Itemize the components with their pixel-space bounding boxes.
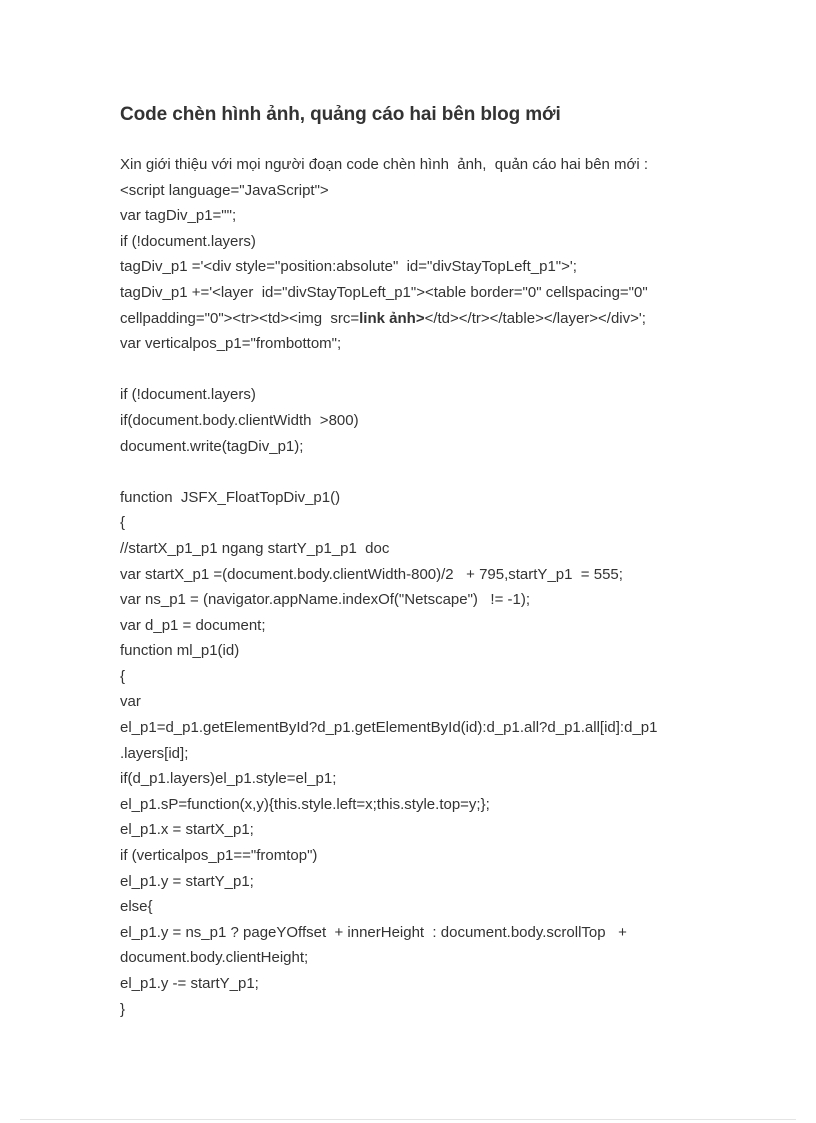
blank-line bbox=[120, 459, 700, 485]
code-line: } bbox=[120, 1000, 126, 1018]
code-line: el_p1.sP=function(x,y){this.style.left=x;this.style.top=y;}; bbox=[120, 795, 490, 813]
code-line: else{ bbox=[120, 898, 153, 916]
code-line: var tagDiv_p1=""; bbox=[120, 207, 237, 225]
code-line: var bbox=[120, 693, 141, 711]
blank-line bbox=[120, 357, 700, 383]
article-body bbox=[120, 152, 700, 1022]
image-link-placeholder: link ảnh> bbox=[359, 309, 425, 327]
code-line: tagDiv_p1 ='<div style="position:absolute" id="divStayTopLeft_p1">'; bbox=[120, 258, 577, 276]
code-line: function ml_p1(id) bbox=[120, 642, 240, 660]
code-line: <script language="JavaScript"> bbox=[120, 181, 329, 199]
code-fragment: cellpadding="0"><tr><td><img src= bbox=[120, 309, 360, 327]
code-line: el_p1.y -= startY_p1; bbox=[120, 975, 259, 992]
code-line: el_p1=d_p1.getElementById?d_p1.getElementById(id):d_p1.all?d_p1.all[id]:d_p1 bbox=[120, 719, 658, 737]
code-line: if (!document.layers) bbox=[120, 232, 256, 250]
code-line: el_p1.x = startX_p1; bbox=[120, 821, 254, 839]
code-line: document.write(tagDiv_p1); bbox=[120, 437, 304, 455]
code-fragment: </td></tr></table></layer></div>'; bbox=[424, 309, 646, 327]
code-line bbox=[120, 306, 700, 332]
page-bottom-divider bbox=[20, 1119, 796, 1120]
code-line: el_p1.y = startY_p1; bbox=[120, 872, 254, 890]
code-line: var ns_p1 = (navigator.appName.indexOf("Netscape") != -1); bbox=[120, 591, 531, 609]
code-line: var verticalpos_p1="frombottom"; bbox=[120, 335, 342, 353]
code-line: tagDiv_p1 +='<layer id="divStayTopLeft_p1"><table border="0" cellspacing="0" bbox=[120, 283, 648, 301]
code-line: { bbox=[120, 514, 126, 532]
code-line: el_p1.y = ns_p1 ? pageYOffset + innerHeight : document.body.scrollTop + bbox=[120, 923, 627, 941]
code-line: if (!document.layers) bbox=[120, 386, 256, 404]
intro-line: Xin giới thiệu với mọi người đoạn code chèn hình ảnh, quản cáo hai bên mới : bbox=[120, 156, 649, 173]
page-title: Code chèn hình ảnh, quảng cáo hai bên blog mới bbox=[120, 104, 561, 125]
code-line: if(d_p1.layers)el_p1.style=el_p1; bbox=[120, 770, 337, 788]
code-line: { bbox=[120, 667, 126, 685]
code-line: //startX_p1_p1 ngang startY_p1_p1 doc bbox=[120, 539, 390, 557]
code-line: var startX_p1 =(document.body.clientWidth-800)/2 + 795,startY_p1 = 555; bbox=[120, 565, 623, 583]
code-line: function JSFX_FloatTopDiv_p1() bbox=[120, 488, 341, 506]
code-line: if(document.body.clientWidth >800) bbox=[120, 411, 359, 429]
code-line: .layers[id]; bbox=[120, 744, 189, 762]
code-line: document.body.clientHeight; bbox=[120, 949, 309, 967]
code-line: var d_p1 = document; bbox=[120, 616, 266, 634]
code-line: if (verticalpos_p1=="fromtop") bbox=[120, 847, 318, 865]
